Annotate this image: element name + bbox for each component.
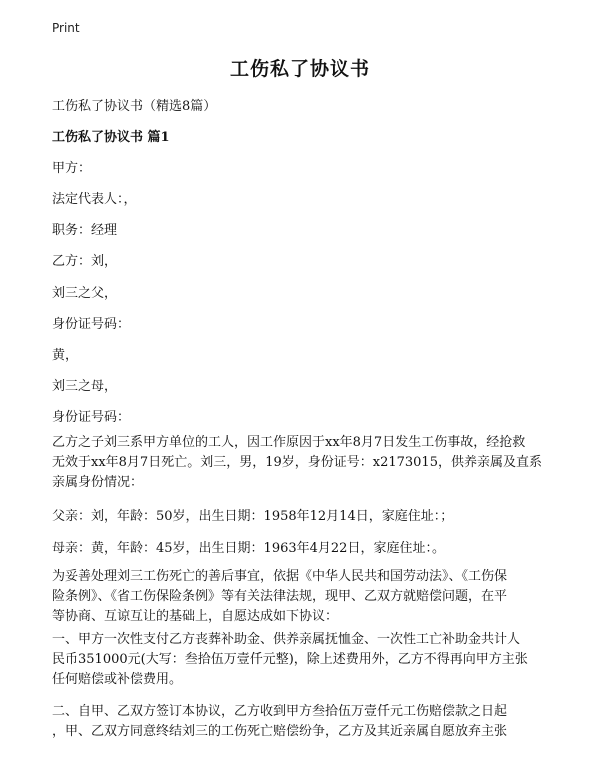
accident-paragraph xyxy=(52,433,552,493)
paragraph-line: 乙方之子刘三系甲方单位的工人，因工作原因于xx年8月7日发生工伤事故，经抢救 xyxy=(52,435,526,450)
paragraph-line: 任何赔偿或补偿费用。 xyxy=(52,672,183,687)
paragraph-line: 险条例》、《省工伤保险条例》等有关法律法规，现甲、乙双方就赔偿问题，在平 xyxy=(52,589,508,604)
section-heading: 工伤私了协议书 篇1 xyxy=(52,130,170,145)
clause-2-paragraph xyxy=(52,702,552,742)
legal-rep-line: 法定代表人：， xyxy=(52,192,137,207)
mother-label-line: 刘三之母， xyxy=(52,379,118,394)
paragraph-line: 一、甲方一次性支付乙方丧葬补助金、供养亲属抚恤金、一次性工亡补助金共计人 xyxy=(52,632,521,647)
print-label: Print xyxy=(52,21,80,35)
mother-info-line: 母亲：黄，年龄：45岁，出生日期：1963年4月22日，家庭住址：。 xyxy=(52,541,445,556)
father-label-line: 刘三之父， xyxy=(52,286,118,301)
document-subtitle: 工伤私了协议书（精选8篇） xyxy=(52,99,217,114)
position-line: 职务：经理 xyxy=(52,223,118,238)
paragraph-line: 民币351000元(大写：叁拾伍万壹仟元整)，除上述费用外，乙方不得再向甲方主张 xyxy=(52,652,528,667)
paragraph-line: 亲属身份情况： xyxy=(52,475,144,490)
paragraph-line: 等协商、互谅互让的基础上，自愿达成如下协议： xyxy=(52,609,339,624)
paragraph-line: ，甲、乙双方同意终结刘三的工伤死亡赔偿纷争，乙方及其近亲属自愿放弃主张 xyxy=(52,724,508,739)
document-title: 工伤私了协议书 xyxy=(229,58,370,80)
party-b-line: 乙方：刘， xyxy=(52,254,118,269)
paragraph-line: 为妥善处理刘三工伤死亡的善后事宜，依据《中华人民共和国劳动法》、《工伤保 xyxy=(52,569,508,584)
id-number-line-1: 身份证号码： xyxy=(52,317,131,332)
purpose-paragraph xyxy=(52,567,552,627)
party-a-line: 甲方： xyxy=(52,161,92,176)
paragraph-line: 二、自甲、乙双方签订本协议，乙方收到甲方叁拾伍万壹仟元工伤赔偿款之日起 xyxy=(52,704,508,719)
huang-line: 黄， xyxy=(52,348,79,363)
paragraph-line: 无效于xx年8月7日死亡。刘三，男，19岁，身份证号：x2173015，供养亲属及直系 xyxy=(52,455,542,470)
father-info-line: 父亲：刘，年龄：50岁，出生日期：1958年12月14日，家庭住址：； xyxy=(52,509,454,524)
id-number-line-2: 身份证号码： xyxy=(52,410,131,425)
clause-1-paragraph xyxy=(52,630,552,690)
